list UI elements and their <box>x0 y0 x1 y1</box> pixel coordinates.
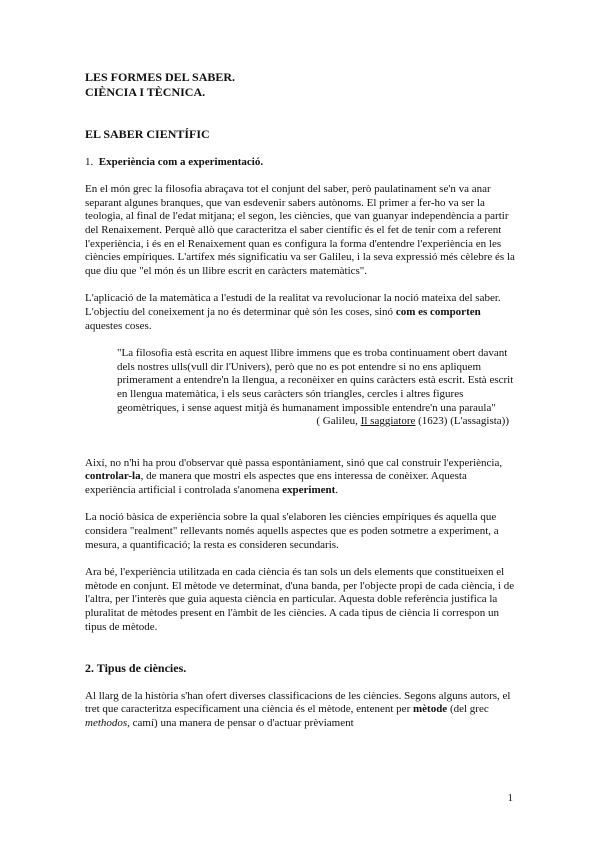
paragraph-2-end: aquestes coses. <box>85 319 152 332</box>
paragraph-3-a: Així, no n'hi ha prou d'observar què passa espontàniament, sinó que cal construir l'experiència, <box>85 456 503 469</box>
paragraph-5: Ara bé, l'experiència utilitzada en cada ciència és tan sols un dels elements que constitueixen el mètode en conjunt. El mètode ve determinat, d'una banda, per l'objecte propi de cada ciència, i de l'altra, per l'interès que guia aquesta ciència en particular. Aquesta doble referència justifica la pluralitat de mètodes present en l'àmbit de les ciències. A cada tipus de ciència li correspon un tipus de mètode. <box>85 566 515 633</box>
paragraph-6-italic: methodos <box>85 717 128 729</box>
document-title-line1: LES FORMES DEL SABER. <box>85 70 236 84</box>
paragraph-2 <box>85 292 517 333</box>
paragraph-3-bold-2: experiment <box>282 483 336 496</box>
page-number: 1 <box>507 792 513 804</box>
paragraph-6-a: Al llarg de la història s'han ofert diverses classificacions de les ciències. Segons alguns autors, el tret que caracteritza específicament una ciència és el mètode, entenent per <box>85 689 511 716</box>
paragraph-3-bold-1: controlar-la <box>85 470 141 483</box>
paragraph-3-b: , de manera que mostri els aspectes que ens interessa de conèixer. Aquesta experiència artificial i controlada s'anomena <box>85 470 467 496</box>
citation-author: ( Galileu, <box>316 415 361 428</box>
citation-detail: (1623) (L'assagista)) <box>415 415 509 428</box>
galileo-quote: "La filosofia està escrita en aquest llibre immens que es troba continuament obert davant dels nostres ulls(vull dir l'Univers), però que no es pot entendre si no ens apliquem primerament a entendre'n la llengua, a reconèixer en quins caràcters està escrit. Està escrit en llengua matemàtica, i els seus caràcters són triangles, cercles i altres figures geomètriques, i sense aquest mitjà és humanament impossible entendre'n una paraula" <box>117 347 514 414</box>
section-title: EL SABER CIENTÍFIC <box>85 127 210 141</box>
citation-work: Il saggiatore <box>360 415 416 428</box>
document-title-line2: CIÈNCIA I TÈCNICA. <box>85 85 206 99</box>
paragraph-2-bold: com es comporten <box>395 305 481 318</box>
quote-citation <box>85 415 517 429</box>
paragraph-1: En el món grec la filosofia abraçava tot el conjunt del saber, però paulatinament se'n va anar separant algunes branques, que van esdevenir sabers autònoms. El primer a fer-ho va ser la teologia, al final de l'edat mitjana; el segon, les ciències, que van guanyar independència a partir del Renaixement. Perquè allò que caracteritza el saber científic és el fet de tenir com a referent l'experiència, i és en el Renaixement quan es configura la forma d'entendre l'experiència en les ciències empíriques. L'artífex més significatiu va ser Galileu, i la seva expressió més cèlebre és la que diu que "el món és un llibre escrit en caràcters matemàtics". <box>85 183 515 277</box>
subsection-1-heading <box>85 156 517 170</box>
paragraph-3-c: . <box>335 483 339 496</box>
paragraph-4: La noció bàsica de experiència sobre la qual s'elaboren les ciències empíriques és aquella que considera "realment" rellevants només aquells aspectes que es poden sotmetre a experiment, a mesura, a quantificació; la resta es consideren secundaris. <box>85 511 499 551</box>
paragraph-6-c: , camí) una manera de pensar o d'actuar prèviament <box>127 717 354 729</box>
paragraph-2-text: L'aplicació de la matemàtica a l'estudi de la realitat va revolucionar la noció mateixa del saber. L'objectiu del coneixement ja no és determinar què són les coses, sinó <box>85 292 501 318</box>
paragraph-3 <box>85 457 517 498</box>
paragraph-6-b: (del grec <box>447 703 489 716</box>
subsection-2-heading: 2. Tipus de ciències. <box>85 661 187 676</box>
paragraph-6-bold: mètode <box>412 703 448 716</box>
subsection-1-number: 1. <box>85 155 94 168</box>
subsection-1-title: Experiència com a experimentació. <box>98 155 264 168</box>
paragraph-6 <box>85 690 517 731</box>
document-page <box>85 70 517 731</box>
